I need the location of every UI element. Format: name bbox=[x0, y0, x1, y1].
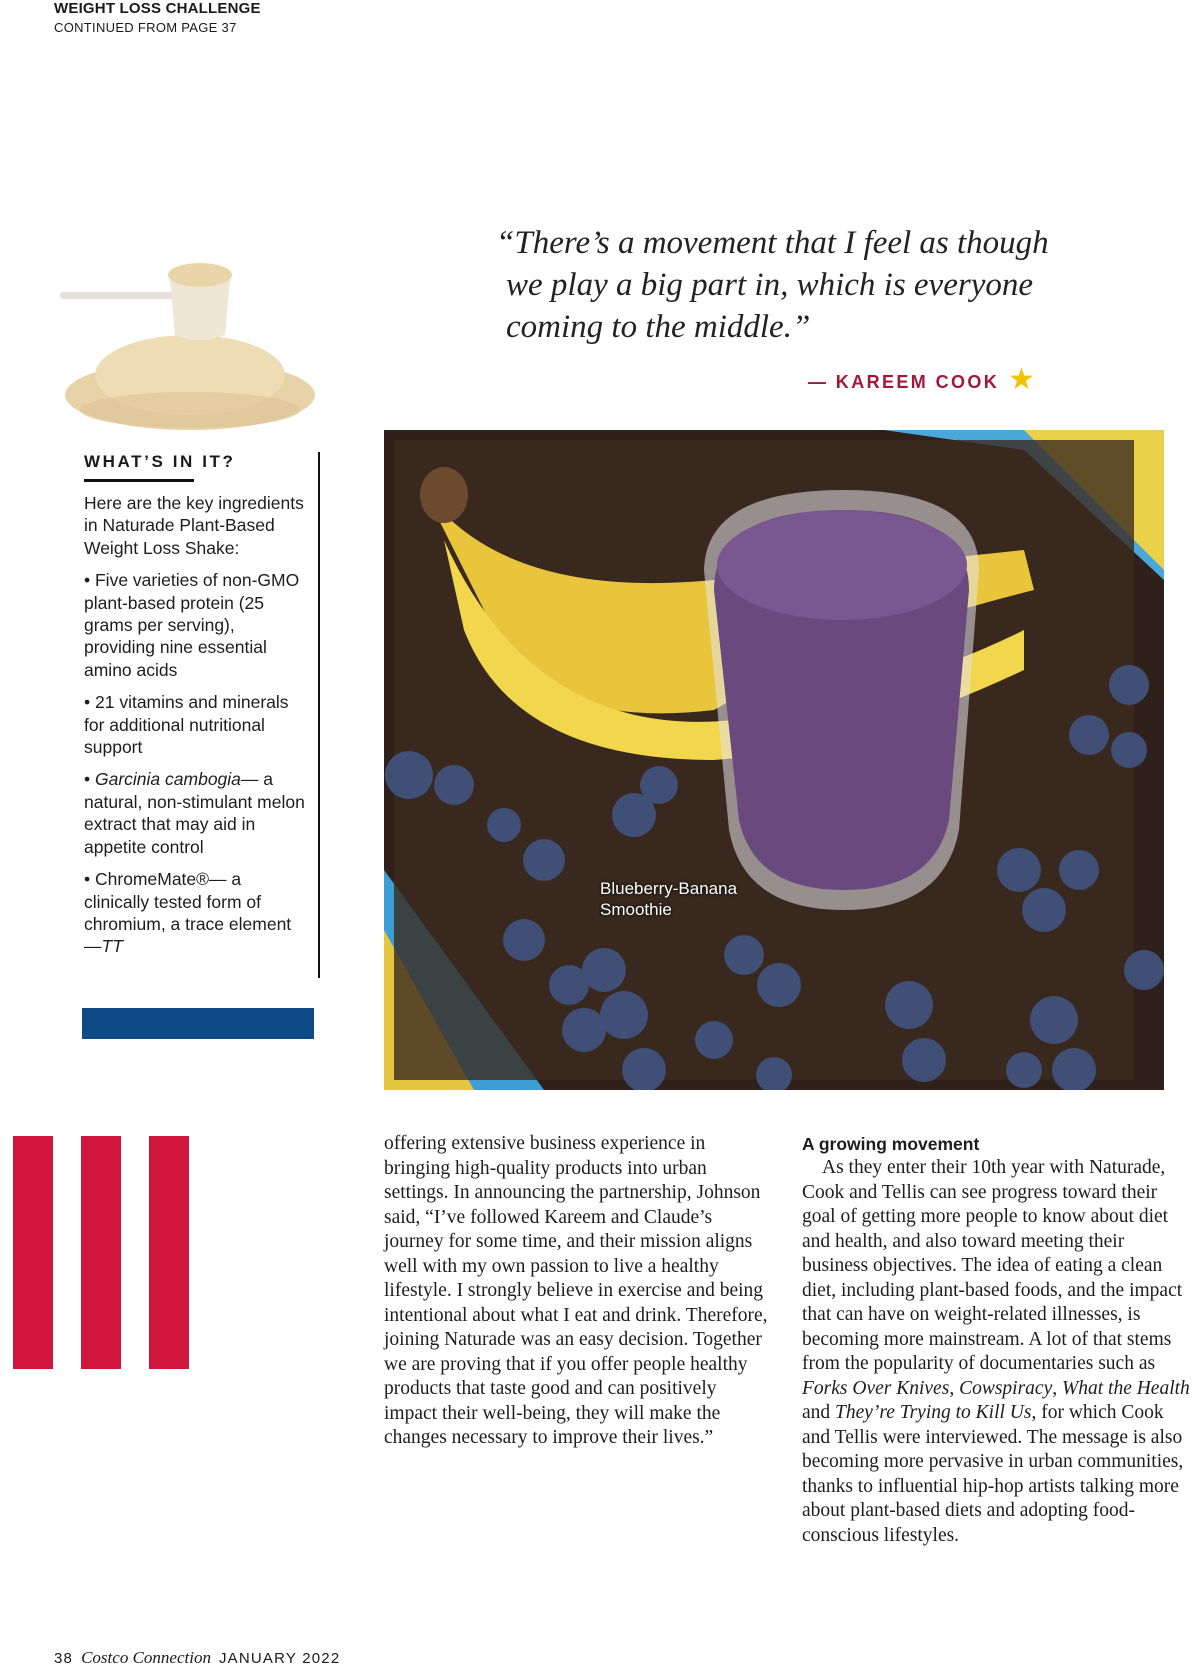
film-title: They’re Trying to Kill Us bbox=[835, 1402, 1032, 1423]
pull-quote bbox=[496, 222, 1056, 348]
divider bbox=[84, 479, 194, 482]
film-title: Cowspiracy bbox=[959, 1377, 1053, 1399]
article-paragraph: offering extensive business experience in bringing high-quality products into urban settings. In announcing the partnership, Johnson said, “I’ve followed Kareem and Claude’s journey for some time, and their mission aligns well with my own passion to live a healthy lifestyle. I strongly believe in exercise and being intentional about what I eat and drink. Therefore, joining Naturade was an easy decision. Together we are proving that if you offer people healthy products that taste good and can positively impact their well-being, they will make the changes necessary to improve their lives.” bbox=[384, 1133, 768, 1448]
ingredient-item: • Five varieties of non-GMO plant-based protein (25 grams per serving), providing nine essential amino acids bbox=[84, 570, 300, 680]
film-title: What the Health bbox=[1061, 1377, 1190, 1399]
page-footer bbox=[54, 1648, 340, 1668]
ingredient-name: Garcinia cambogia— bbox=[95, 769, 259, 790]
smoothie-illustration bbox=[384, 430, 1164, 1090]
article-column-2 bbox=[802, 1132, 1192, 1548]
photo-caption bbox=[600, 878, 737, 920]
red-stripe bbox=[13, 1136, 53, 1369]
ingredient-text: a natural, non-stimulant melon extract that may aid in appetite control bbox=[84, 769, 305, 857]
whats-in-it-sidebar bbox=[84, 452, 320, 978]
red-stripe bbox=[81, 1136, 121, 1369]
caption-line: Smoothie bbox=[600, 900, 672, 919]
sidebar-intro: Here are the key ingredients in Naturade Plant-Based Weight Loss Shake: bbox=[84, 493, 304, 558]
sidebar-title: WHAT’S IN IT? bbox=[84, 452, 236, 471]
smoothie-photo bbox=[384, 430, 1164, 1090]
film-title: Forks Over Knives bbox=[802, 1377, 950, 1399]
ingredient-name: ChromeMate®— bbox=[95, 869, 227, 890]
article-column-1 bbox=[384, 1132, 769, 1451]
quote-attribution: — KAREEM COOK bbox=[808, 372, 1000, 392]
quote-line: “There’s a movement that I feel as though bbox=[496, 225, 1049, 261]
quote-line: coming to the middle.” bbox=[506, 309, 811, 345]
quote-line: we play a big part in, which is everyone bbox=[506, 267, 1033, 303]
ingredient-item: • Garcinia cambogia— a natural, non-stimulant melon extract that may aid in appetite control bbox=[84, 769, 305, 857]
continued-note: CONTINUED FROM PAGE 37 bbox=[54, 20, 237, 35]
protein-powder-image bbox=[40, 240, 330, 435]
red-stripe bbox=[149, 1136, 189, 1369]
star-icon: ★ bbox=[1008, 363, 1035, 396]
author-initials: TT bbox=[101, 936, 123, 957]
page-number: 38 bbox=[54, 1650, 74, 1667]
ingredient-item: • 21 vitamins and minerals for additional nutritional support bbox=[84, 692, 289, 758]
subheading: A growing movement bbox=[802, 1134, 980, 1154]
issue-date: JANUARY 2022 bbox=[218, 1650, 341, 1667]
magazine-name: Costco Connection bbox=[81, 1648, 211, 1667]
text-run: As they enter their 10th year with Naturade, Cook and Tellis can see progress toward their goal of getting more people to know about diet and health, and also toward meeting their business objectives. The idea of eating a clean diet, including plant-based foods, and the impact that can have on weight-related illnesses, is becoming more mainstream. A lot of that stems from the popularity of documentaries such as bbox=[802, 1157, 1183, 1374]
ingredient-text: a clinically tested form of chromium, a trace element— bbox=[84, 869, 292, 957]
blue-accent-bar bbox=[82, 1008, 314, 1039]
ingredient-item: • ChromeMate®— a clinically tested form of chromium, a trace element—TT bbox=[84, 869, 292, 957]
section-title: WEIGHT LOSS CHALLENGE bbox=[54, 0, 261, 17]
caption-line: Blueberry-Banana bbox=[600, 879, 738, 898]
text-run: , for which Cook and Tellis were interviewed. The message is also becoming more pervasive in urban communities, thanks to influential hip-hop artists talking more about plant-based diets and adopting food-conscious lifestyles. bbox=[802, 1402, 1184, 1546]
article-paragraph: As they enter their 10th year with Naturade, Cook and Tellis can see progress toward their goal of getting more people to know about diet and health, and also toward meeting their business objectives. The idea of eating a clean diet, including plant-based foods, and the impact that can have on weight-related illnesses, is becoming more mainstream. A lot of that stems from the popularity of documentaries such as Forks Over Knives, Cowspiracy, What the Health and They’re Trying to Kill Us, for which Cook and Tellis were interviewed. The message is also becoming more pervasive in urban communities, thanks to influential hip-hop artists talking more about plant-based diets and adopting food-conscious lifestyles. bbox=[802, 1157, 1190, 1546]
